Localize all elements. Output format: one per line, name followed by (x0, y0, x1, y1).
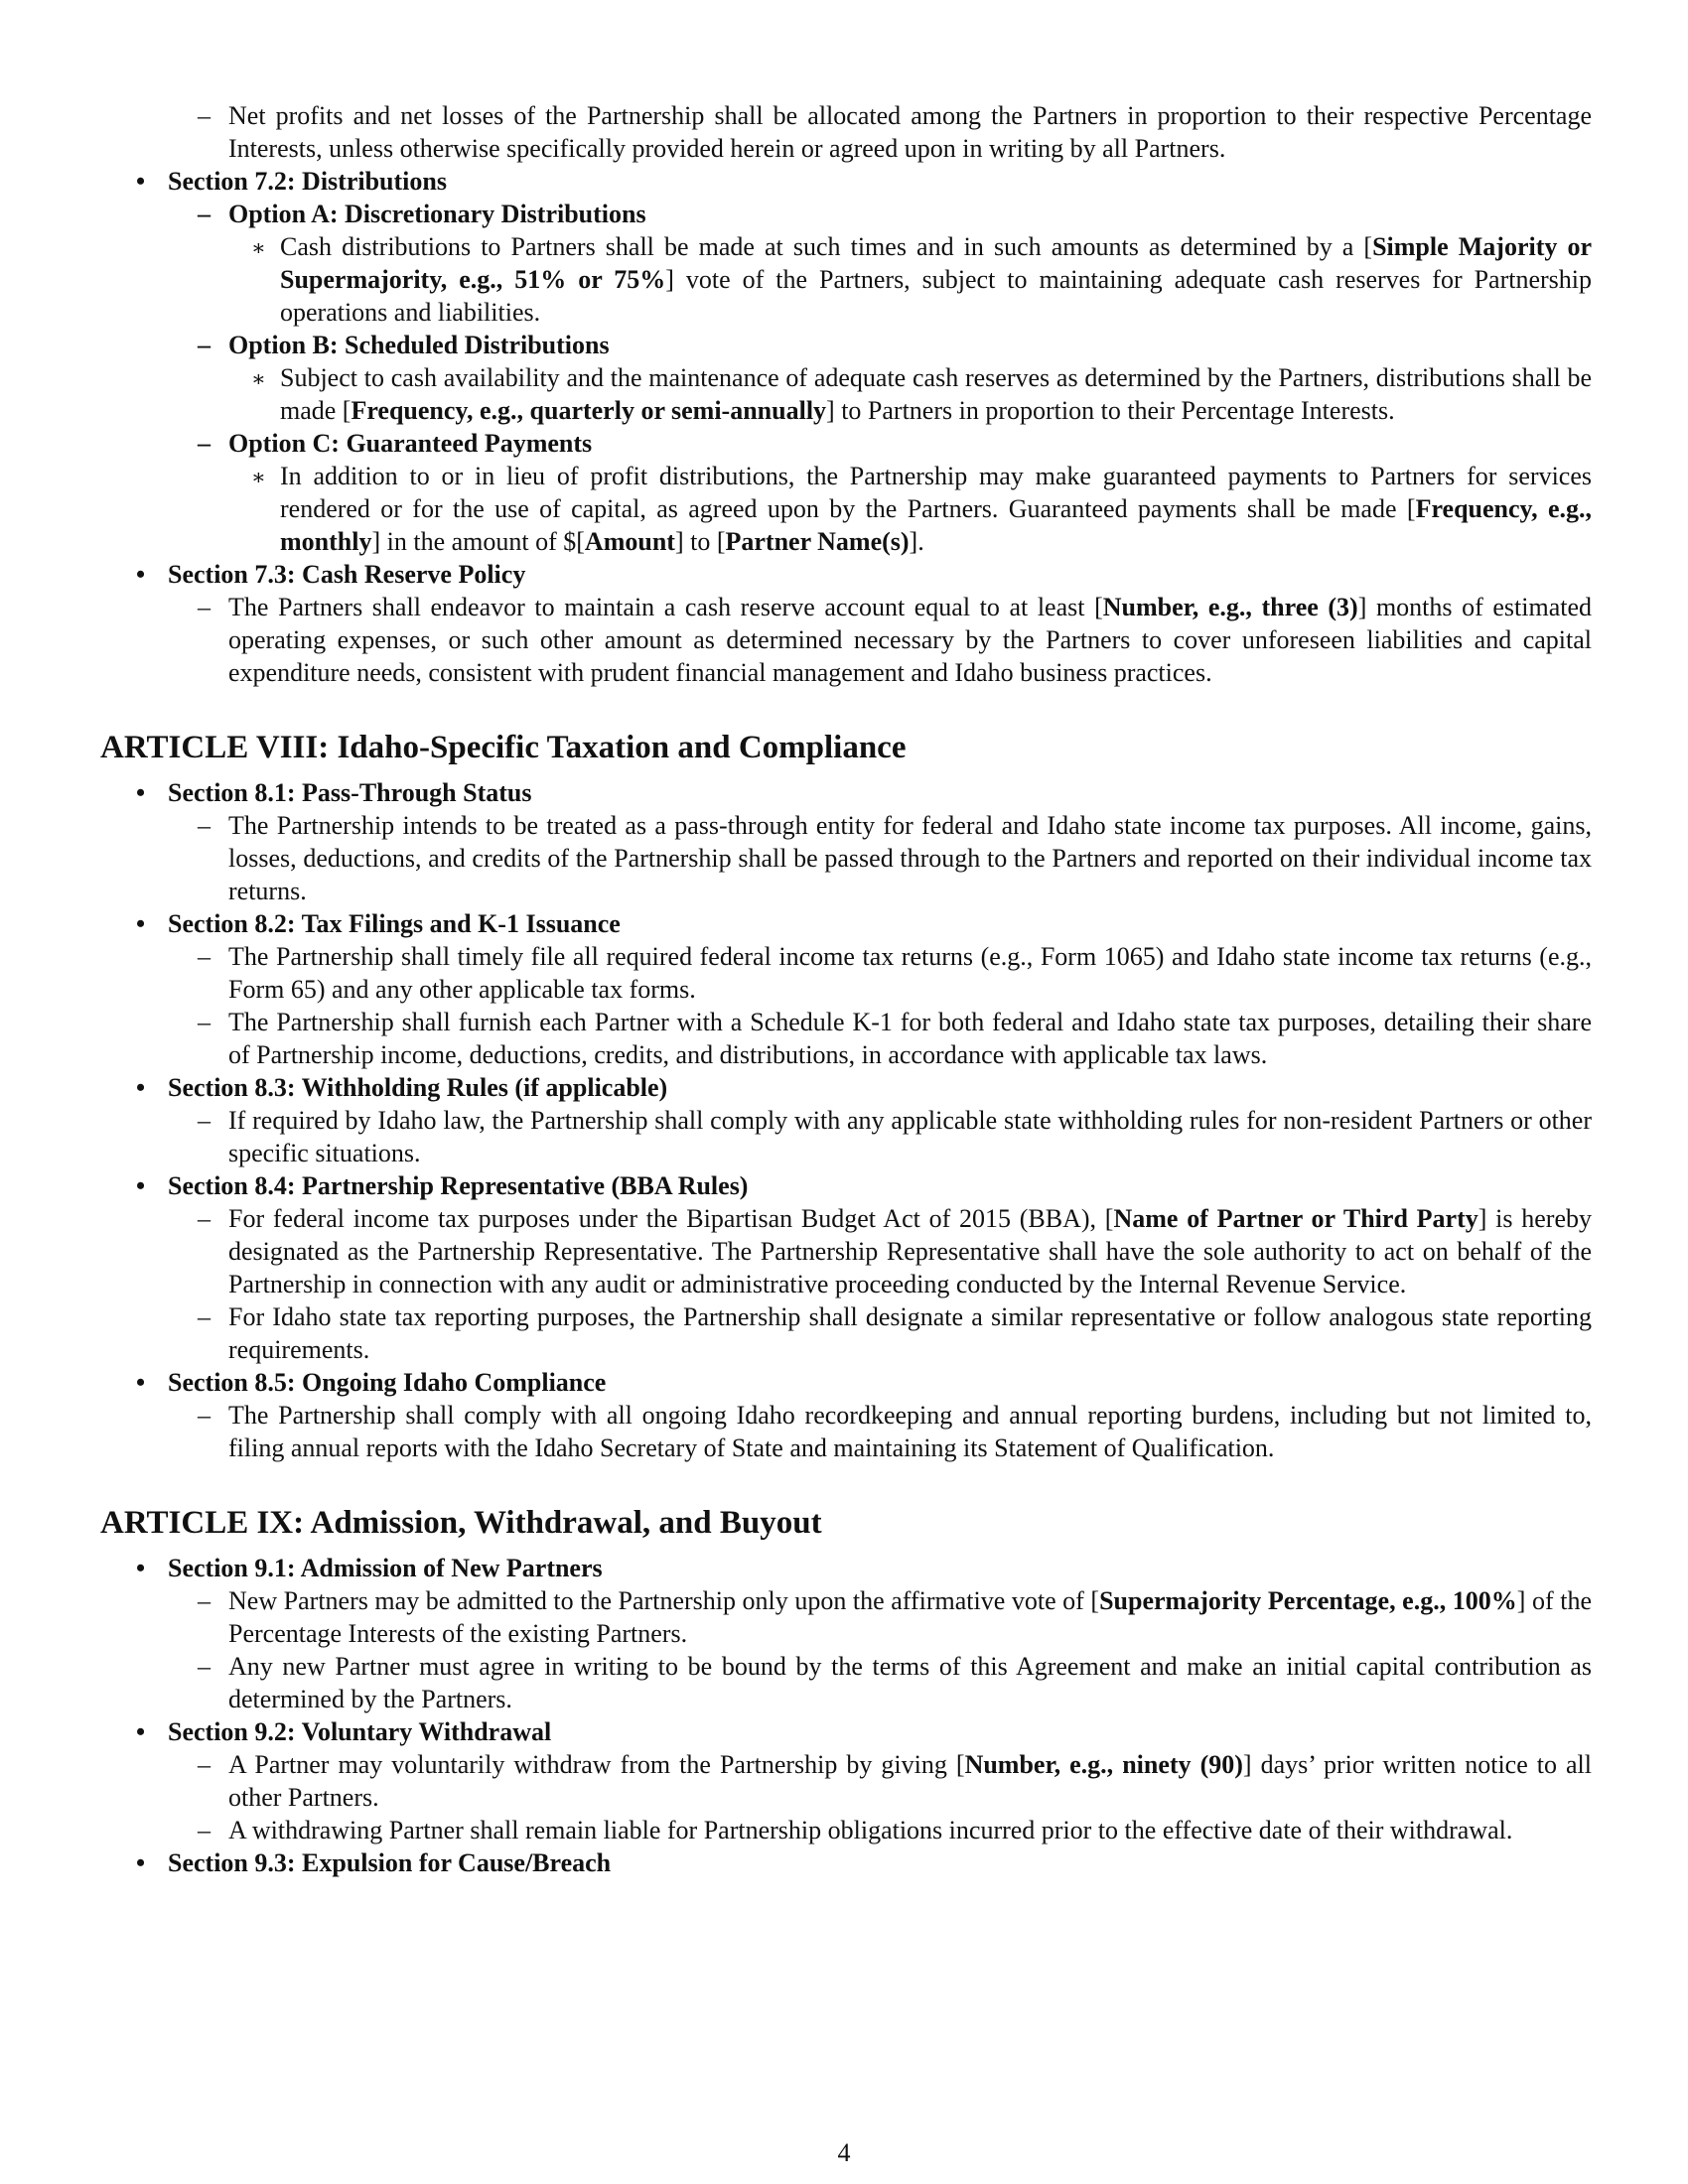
dash-bullet: – (198, 1750, 211, 1779)
placeholder-field: Amount (584, 527, 675, 556)
list-item: – Net profits and net losses of the Partnership shall be allocated among the Partners in proportion to their respective Percentage Interests, unless otherwise specifically provided herein or agreed upon in writing by all Partners. (198, 101, 1592, 163)
bullet: • (136, 1171, 146, 1200)
list-item: – The Partners shall endeavor to maintain a cash reserve account equal to at least [Number, e.g., three (3)] months of estimated operating expenses, or such other amount as determined necessary by the Partners to cover unforeseen liabilities and capital expenditure needs, consistent with prudent financial management and Idaho business practices. (198, 593, 1592, 687)
bullet: • (136, 909, 146, 938)
document-page (100, 99, 1592, 1879)
list-item: – A Partner may voluntarily withdraw from the Partnership by giving [Number, e.g., ninety (90)] days’ prior written notice to all other Partners. (198, 1750, 1593, 1812)
bullet: • (136, 1368, 146, 1397)
dash-bullet: – (198, 593, 211, 621)
section-heading: • Section 9.2: Voluntary Withdrawal (136, 1717, 552, 1746)
section-heading: • Section 9.1: Admission of New Partners (136, 1554, 603, 1582)
list-item: – For federal income tax purposes under the Bipartisan Budget Act of 2015 (BBA), [Name of Partner or Third Party] is hereby designated as the Partnership Representative. The Partnership Representative shall have the sole authority to act on behalf of the Partnership in connection with any audit or administrative proceeding conducted by the Internal Revenue Service. (198, 1204, 1592, 1298)
dash-bullet: – (198, 1106, 211, 1135)
placeholder-field: Simple Majority or Supermajority, e.g., 51% or 75% (280, 232, 1592, 294)
dash-bullet: – (198, 811, 211, 840)
dash-bullet: – (198, 1586, 211, 1615)
dash-bullet: – (198, 1302, 211, 1331)
section-heading: • Section 8.4: Partnership Representative (BBA Rules) (136, 1171, 749, 1200)
bullet: • (136, 1554, 146, 1582)
section-heading: • Section 8.2: Tax Filings and K-1 Issuance (136, 909, 621, 938)
list-item: – Any new Partner must agree in writing to be bound by the terms of this Agreement and make an initial capital contribution as determined by the Partners. (198, 1652, 1592, 1713)
option-heading: – Option B: Scheduled Distributions (198, 331, 610, 359)
dash-bullet: – (198, 200, 211, 228)
list-item: ∗ Subject to cash availability and the maintenance of adequate cash reserves as determined by the Partners, distributions shall be made [Frequency, e.g., quarterly or semi-annually] to Partners in proportion to their Percentage Interests. (251, 363, 1592, 425)
asterisk-bullet: ∗ (251, 366, 266, 391)
dash-bullet: – (198, 1204, 211, 1233)
placeholder-field: Name of Partner or Third Party (1113, 1204, 1478, 1233)
page-number: 4 (837, 2138, 851, 2167)
dash-bullet: – (198, 101, 211, 130)
dash-bullet: – (198, 1008, 211, 1036)
list-item: – The Partnership intends to be treated as a pass-through entity for federal and Idaho state income tax purposes. All income, gains, losses, deductions, and credits of the Partnership shall be passed through to the Partners and reported on their individual income tax returns. (198, 811, 1592, 905)
placeholder-field: Frequency, e.g., monthly (280, 494, 1592, 556)
placeholder-field: Number, e.g., three (3) (1102, 593, 1358, 621)
bullet: • (136, 560, 146, 589)
option-heading: – Option A: Discretionary Distributions (198, 200, 646, 228)
placeholder-field: Number, e.g., ninety (90) (964, 1750, 1243, 1779)
list-item: – For Idaho state tax reporting purposes, the Partnership shall designate a similar representative or follow analogous state reporting requirements. (198, 1302, 1592, 1364)
bullet: • (136, 1848, 146, 1877)
dash-bullet: – (198, 331, 211, 359)
option-heading: – Option C: Guaranteed Payments (198, 429, 593, 458)
section-heading: • Section 8.3: Withholding Rules (if applicable) (136, 1073, 668, 1102)
bullet: • (136, 778, 146, 807)
list-item: – The Partnership shall furnish each Partner with a Schedule K-1 for both federal and Idaho state tax purposes, detailing their share of Partnership income, deductions, credits, and distributions, in accordance with applicable tax laws. (198, 1008, 1592, 1069)
list-item: ∗ In addition to or in lieu of profit distributions, the Partnership may make guaranteed payments to Partners for services rendered or for the use of capital, as agreed upon by the Partners. Guaranteed payments shall be made [Frequency, e.g., monthly] in the amount of $[Amount] to [Partner Name(s)]. (251, 462, 1592, 556)
section-heading: • Section 8.1: Pass-Through Status (136, 778, 532, 807)
placeholder-field: Partner Name(s) (725, 527, 910, 556)
placeholder-field: Frequency, e.g., quarterly or semi-annually (351, 396, 827, 425)
section-heading: • Section 9.3: Expulsion for Cause/Breach (136, 1848, 612, 1877)
bullet: • (136, 1073, 146, 1102)
section-heading: • Section 7.3: Cash Reserve Policy (136, 560, 526, 589)
placeholder-field: Supermajority Percentage, e.g., 100% (1099, 1586, 1517, 1615)
asterisk-bullet: ∗ (251, 465, 266, 489)
article-heading: ARTICLE IX: Admission, Withdrawal, and Buyout (100, 1505, 822, 1541)
list-item: – The Partnership shall comply with all ongoing Idaho recordkeeping and annual reporting burdens, including but not limited to, filing annual reports with the Idaho Secretary of State and maintaining its Statement of Qualification. (198, 1401, 1592, 1462)
list-item: ∗ Cash distributions to Partners shall be made at such times and in such amounts as determined by a [Simple Majority or Supermajority, e.g., 51% or 75%] vote of the Partners, subject to maintaining adequate cash reserves for Partnership operations and liabilities. (251, 232, 1593, 327)
section-heading: • Section 8.5: Ongoing Idaho Compliance (136, 1368, 607, 1397)
dash-bullet: – (198, 1816, 211, 1844)
bullet: • (136, 167, 146, 196)
asterisk-bullet: ∗ (251, 235, 266, 260)
dash-bullet: – (198, 1652, 211, 1681)
list-item: – If required by Idaho law, the Partnership shall comply with any applicable state withholding rules for non-resident Partners or other specific situations. (198, 1106, 1592, 1167)
dash-bullet: – (198, 429, 211, 458)
list-item: – The Partnership shall timely file all required federal income tax returns (e.g., Form 1065) and Idaho state income tax returns (e.g., Form 65) and any other applicable tax forms. (198, 942, 1592, 1004)
dash-bullet: – (198, 1401, 211, 1430)
list-item: – New Partners may be admitted to the Partnership only upon the affirmative vote of [Supermajority Percentage, e.g., 100%] of the Percentage Interests of the existing Partners. (198, 1586, 1592, 1648)
dash-bullet: – (198, 942, 211, 971)
section-heading: • Section 7.2: Distributions (136, 167, 447, 196)
bullet: • (136, 1717, 146, 1746)
list-item: – A withdrawing Partner shall remain liable for Partnership obligations incurred prior to the effective date of their withdrawal. (198, 1816, 1513, 1844)
article-heading: ARTICLE VIII: Idaho-Specific Taxation and Compliance (100, 730, 907, 765)
